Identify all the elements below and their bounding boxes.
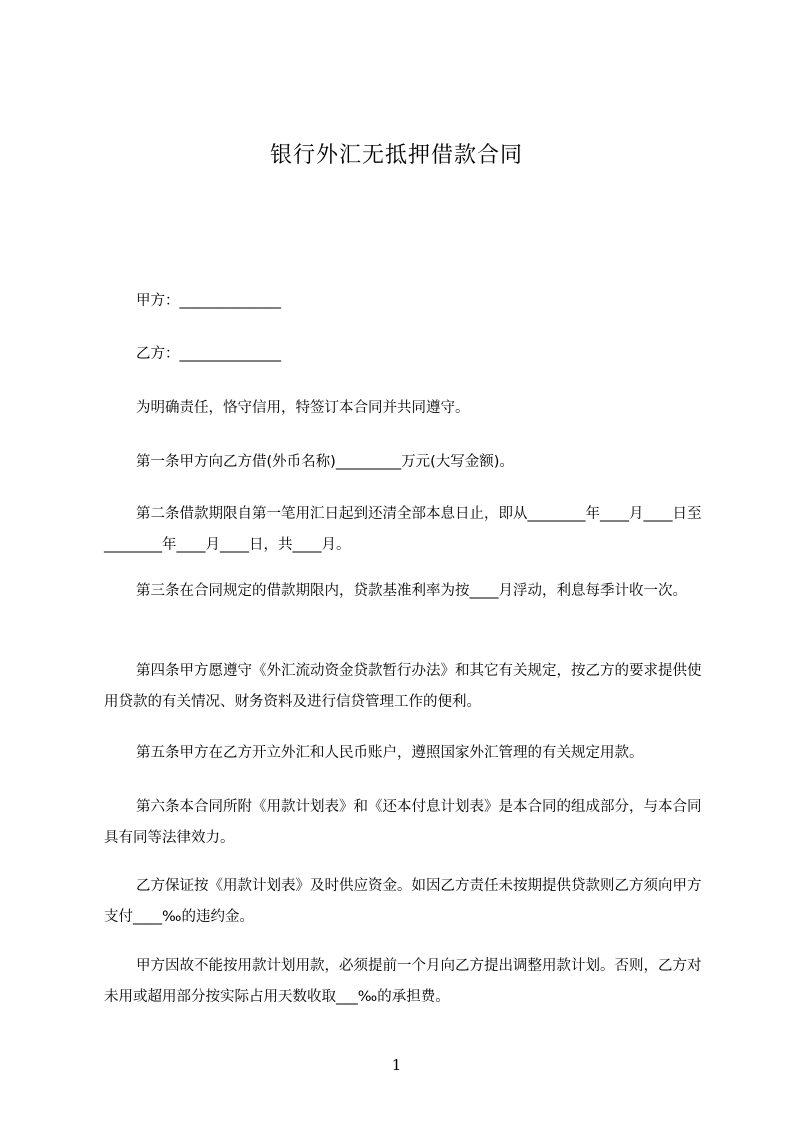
lender-guarantee-paragraph: 乙方保证按《用款计划表》及时供应资金。如因乙方责任未按期提供贷款则乙方须向甲方支付____‰的违约金。 — [104, 878, 702, 925]
article-2-paragraph: 第二条借款期限自第一笔用汇日起到还清全部本息日止，即从________年____月____日至________年____月____日，共____月。 — [104, 506, 702, 553]
document-title: 银行外汇无抵押借款合同 — [269, 143, 523, 168]
page-number: 1 — [391, 1056, 402, 1074]
preamble-paragraph: 为明确责任，恪守信用，特签订本合同并共同遵守。 — [136, 400, 470, 416]
party-a-line: 甲方：______________ — [136, 293, 281, 309]
article-3-paragraph: 第三条在合同规定的借款期限内，贷款基准利率为按____月浮动，利息每季计收一次。 — [136, 583, 687, 599]
article-1-paragraph: 第一条甲方向乙方借(外币名称)_________万元(大写金额)。 — [136, 454, 514, 470]
party-b-line: 乙方：______________ — [136, 346, 281, 362]
article-6-paragraph: 第六条本合同所附《用款计划表》和《还本付息计划表》是本合同的组成部分，与本合同具有同等法律效力。 — [104, 799, 702, 846]
article-4-paragraph: 第四条甲方愿遵守《外汇流动资金贷款暂行办法》和其它有关规定，按乙方的要求提供使用贷款的有关情况、财务资料及进行信贷管理工作的便利。 — [104, 663, 702, 710]
article-5-paragraph: 第五条甲方在乙方开立外汇和人民币账户，遵照国家外汇管理的有关规定用款。 — [136, 745, 644, 761]
borrower-adjustment-paragraph: 甲方因故不能按用款计划用款，必须提前一个月向乙方提出调整用款计划。否则，乙方对未用或超用部分按实际占用天数收取___‰的承担费。 — [104, 958, 702, 1005]
